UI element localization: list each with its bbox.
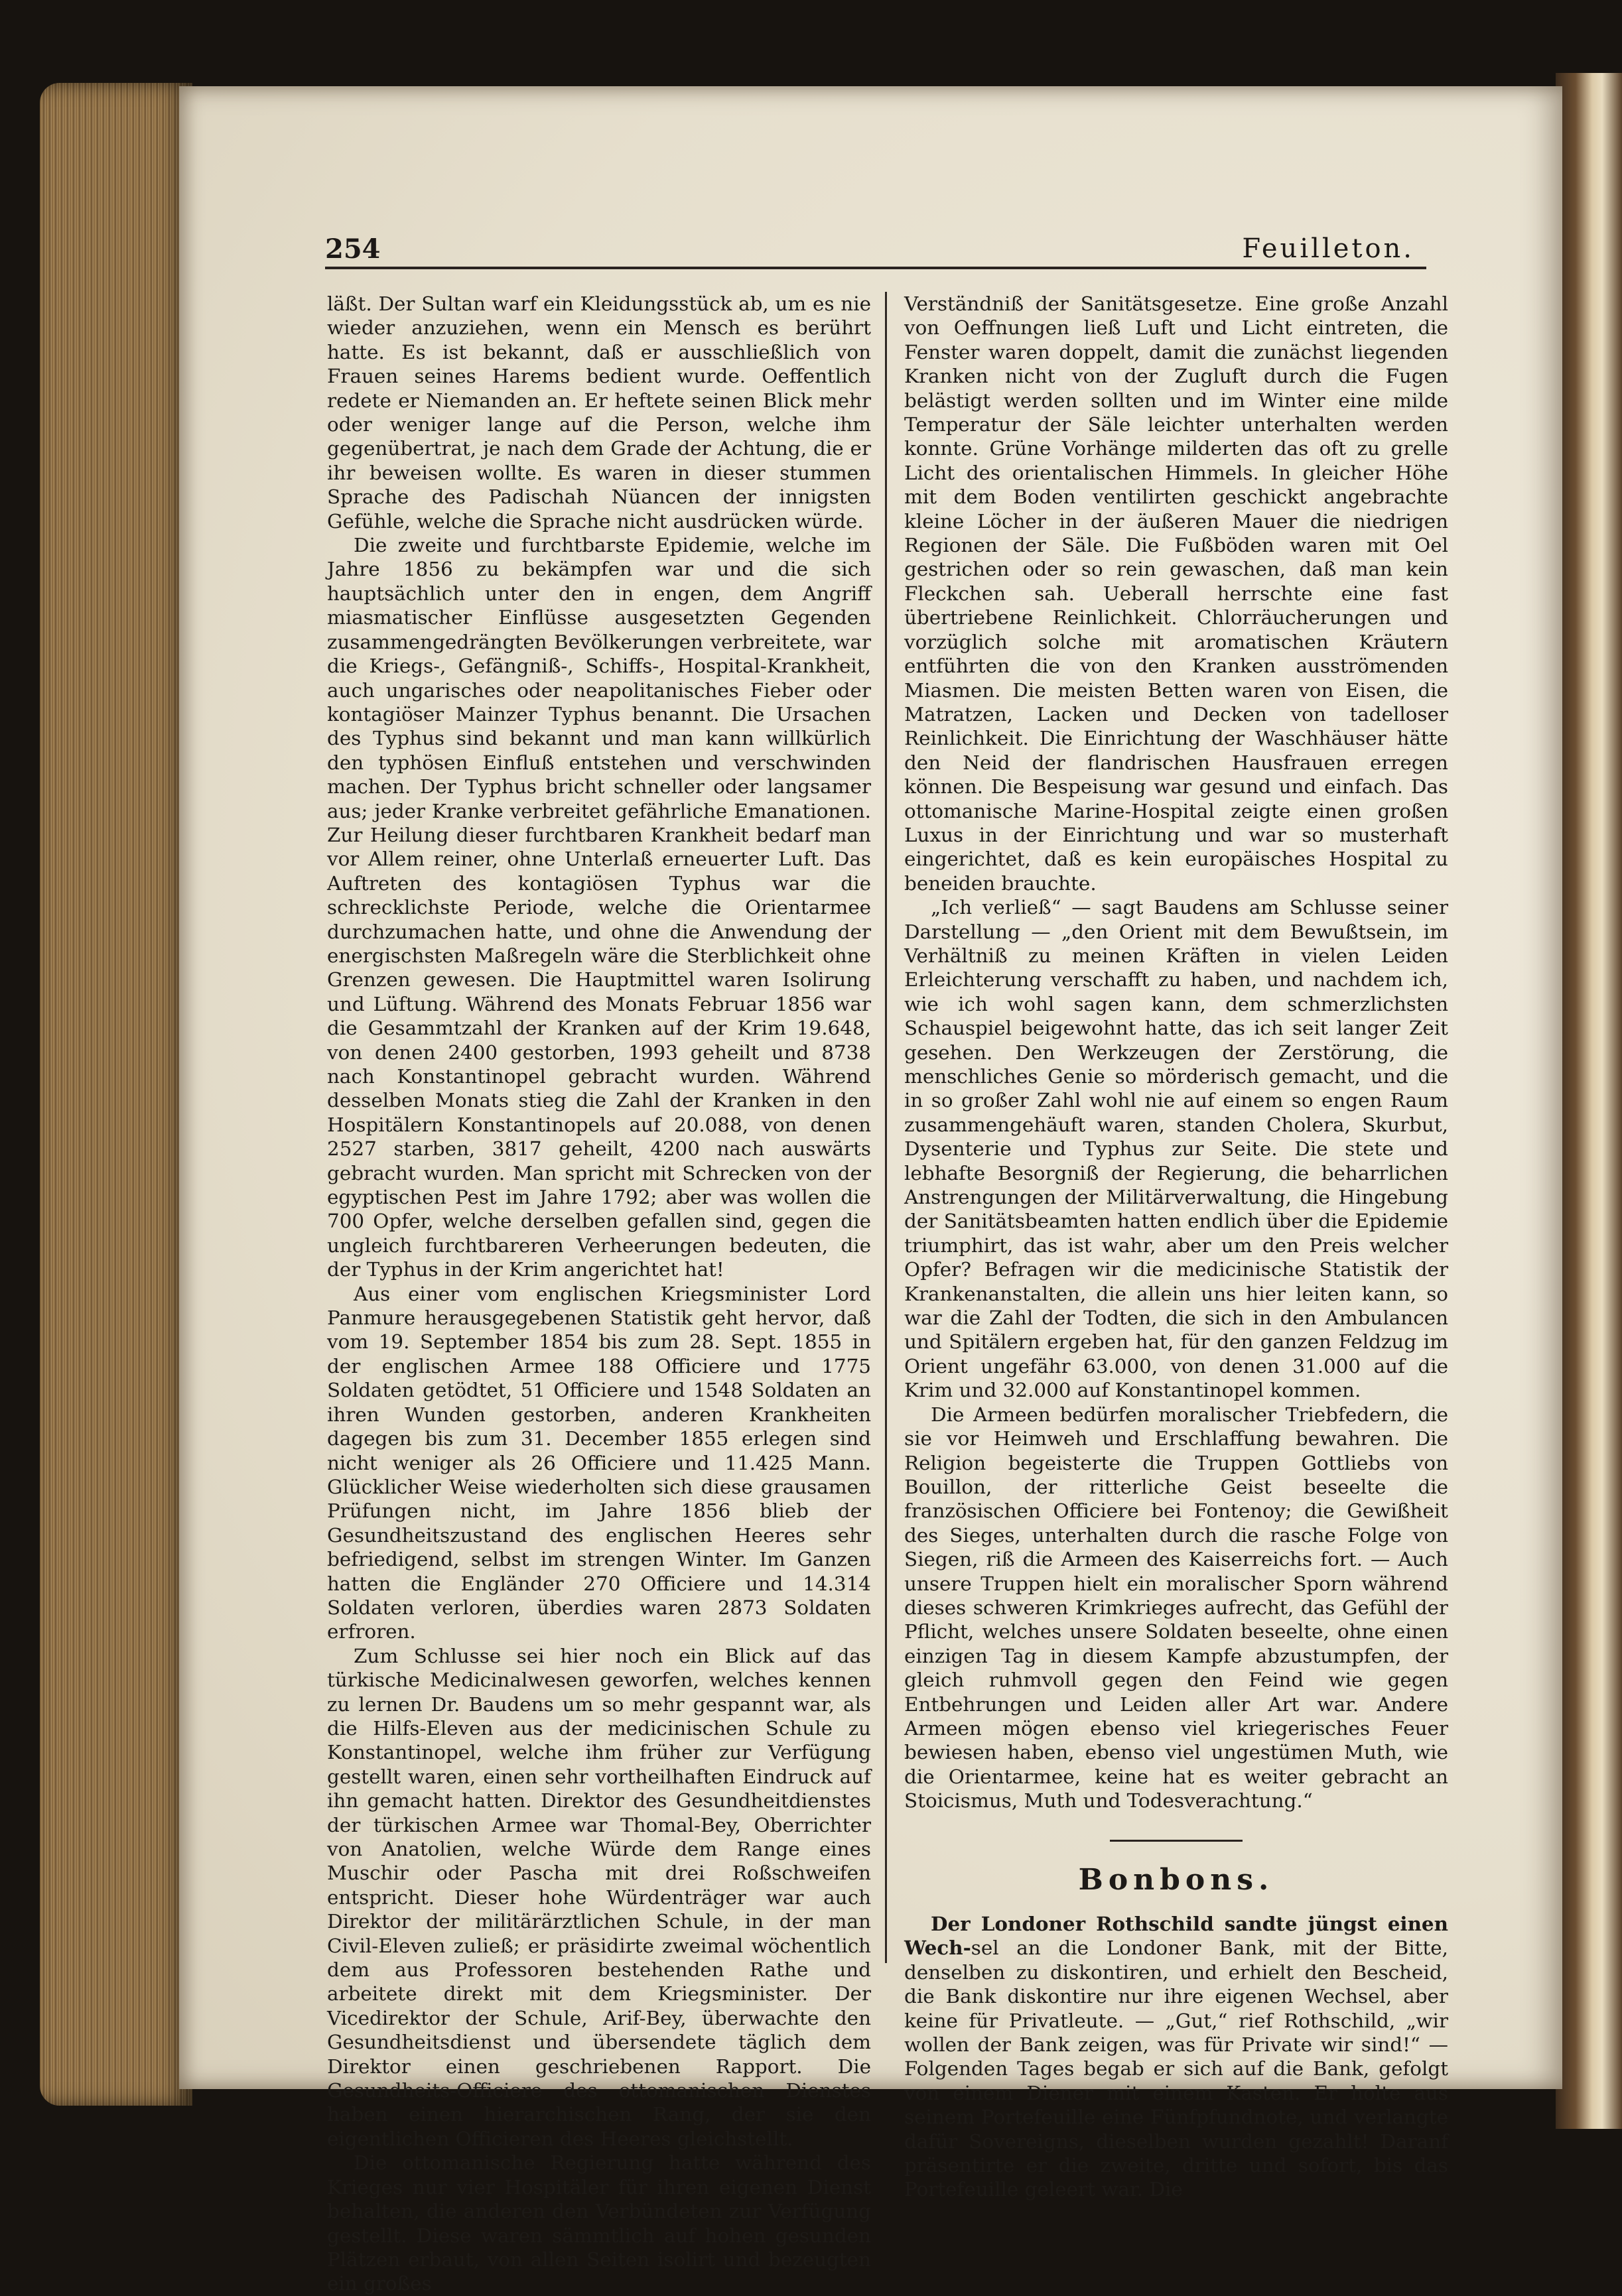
bonbons-lead: Der Londoner Rothschild sandte jüngst einen Wech- (904, 1912, 1448, 1960)
bonbons-text: sel an die Londoner Bank, mit der Bitte, denselben zu diskontiren, und erhielt den Bescheid, die Bank diskontire nur ihre eigenen Wechsel, aber keine für Privatleute. — „Gut,“ rief Rothschild, „wir wollen der Bank zeigen, was für Private wir sind!“ — Folgenden Tages begab er sich auf die Bank, gefolgt von einem Diener mit einem Kasten. Er holte aus seinem Portefeuille eine Fünfpfundnote, und verlangte dafür Sovereigns, dieselben wurden gezahlt! Daranf präsentirte er die zweite, dritte und sofort, bis das Portefeuille geleert war. Die (904, 1937, 1448, 2201)
section-title: Feuilleton. (1242, 233, 1414, 264)
paragraph: Die ottomanische Regierung hatte während des Krieges nur vier Hospitäler für ihren eigenen Dienst behalten, die anderen den Verbündeten zur Verfügung gestellt. Diese waren sämmtlich auf hohen gesunden Plätzen erbaut, von allen Seiten isolirt und bezeugten ein großes (327, 2151, 871, 2295)
right-column (904, 292, 1448, 2202)
running-head (325, 233, 1426, 269)
paragraph: Aus einer vom englischen Kriegsminister Lord Panmure herausgegebenen Statistik geht hervor, daß vom 19. September 1854 bis zum 28. Sept. 1855 in der englischen Armee 188 Officiere und 1775 Soldaten getödtet, 51 Officiere und 1548 Soldaten an ihren Wunden gestorben, anderen Krankheiten dagegen bis zum 31. December 1855 erlegen sind nicht weniger als 26 Officiere und 11.425 Mann. Glücklicher Weise wiederholten sich diese grausamen Prüfungen nicht, im Jahre 1856 blieb der Gesundheitszustand des englischen Heeres sehr befriedigend, selbst im strengen Winter. Im Ganzen hatten die Engländer 270 Officiere und 14.314 Soldaten verloren, überdies waren 2873 Soldaten erfroren. (327, 1282, 871, 1643)
book-page-edges (40, 83, 192, 2106)
bonbons-heading: Bonbons. (1078, 1862, 1274, 1897)
left-column (327, 292, 871, 2296)
column-divider (885, 292, 887, 1963)
paragraph: „Ich verließ“ — sagt Baudens am Schlusse seiner Darstellung — „den Orient mit dem Bewußtsein, im Verhältniß zu meinen Kräften in vielen Leiden Erleichterung verschafft zu haben, und nachdem ich, wie ich wohl sagen kann, dem schmerzlichsten Schauspiel beigewohnt hatte, das ich seit langer Zeit gesehen. Den Werkzeugen der Zerstörung, die menschliches Genie so mörderisch gemacht, und die in so großer Zahl wohl nie auf einem so engen Raum zusammengehäuft waren, standen Cholera, Skurbut, Dysenterie und Typhus zur Seite. Die stete und lebhafte Besorgniß der Regierung, die beharrlichen Anstrengungen der Militärverwaltung, die Hingebung der Sanitätsbeamten hatten endlich über die Epidemie triumphirt, das ist wahr, aber um den Preis welcher Opfer? Befragen wir die medicinische Statistik der Krankenanstalten, die allein uns hier leiten kann, so war die Zahl der Todten, die sich in den Ambulancen und Spitälern ergeben hat, für den ganzen Feldzug im Orient ungefähr 63.000, von denen 31.000 auf die Krim und 32.000 auf Konstantinopel kommen. (904, 896, 1448, 1402)
paragraph: Verständniß der Sanitätsgesetze. Eine große Anzahl von Oeffnungen ließ Luft und Licht eintreten, die Fenster waren doppelt, damit die zunächst liegenden Kranken nicht von der Zugluft durch die Fugen belästigt werden sollten und im Winter eine milde Temperatur der Säle leichter unterhalten werden konnte. Grüne Vorhänge milderten das oft zu grelle Licht des orientalischen Himmels. In gleicher Höhe mit dem Boden ventilirten geschickt angebrachte kleine Löcher in der äußeren Mauer die niedrigen Regionen der Säle. Die Fußböden waren mit Oel gestrichen oder so rein gewaschen, daß man kein Fleckchen sah. Ueberall herrschte eine fast übertriebene Reinlichkeit. Chlorräucherungen und vorzüglich solche mit aromatischen Kräutern entführten die von den Kranken ausströmenden Miasmen. Die meisten Betten waren von Eisen, die Matratzen, Lacken und Decken von tadelloser Reinlichkeit. Die Einrichtung der Waschhäuser hätte den Neid der flandrischen Hausfrauen erregen können. Die Bespeisung war gesund und einfach. Das ottomanische Marine-Hospital zeigte einen großen Luxus in der Einrichtung und war so musterhaft eingerichtet, daß es kein europäisches Hospital zu beneiden brauchte. (904, 292, 1448, 895)
paragraph: Zum Schlusse sei hier noch ein Blick auf das türkische Medicinalwesen geworfen, welches kennen zu lernen Dr. Baudens um so mehr gespannt war, als die Hilfs-Eleven aus der medicinischen Schule zu Konstantinopel, welche ihm früher zur Verfügung gestellt waren, einen sehr vortheilhaften Eindruck auf ihn gemacht hatten. Direktor des Gesundheitdienstes der türkischen Armee war Thomal-Bey, Oberrichter von Anatolien, welche Würde dem Range eines Muschir oder Pascha mit drei Roßschweifen entspricht. Dieser hohe Würdenträger war auch Direktor der militärärztlichen Schule, in der man Civil-Eleven zuließ; er präsidirte zweimal wöchentlich dem aus Professoren bestehenden Rathe und arbeitete direkt mit dem Kriegsminister. Der Vicedirektor der Schule, Arif-Bey, überwachte den Gesundheitsdienst und übersendete täglich dem Direktor einen geschriebenen Rapport. Die Gesundheits-Officiere des ottomanischen Dienstes haben einen hierarchischen Rang, der sie den eigentlichen Officieren des Heeres gleichstellt. (327, 1644, 871, 2150)
paragraph: Die Armeen bedürfen moralischer Triebfedern, die sie vor Heimweh und Erschlaffung bewahren. Die Religion begeisterte die Truppen Gottliebs von Bouillon, der ritterliche Geist beseelte die französischen Officiere bei Fontenoy; die Gewißheit des Sieges, unterhalten durch die rasche Folge von Siegen, riß die Armeen des Kaiserreichs fort. — Auch unsere Truppen hielt ein moralischer Sporn während dieses schweren Krimkrieges aufrecht, das Gefühl der Pflicht, welches unsere Soldaten beseelte, ohne einen einzigen Tag in diesem Kampfe abzustumpfen, der gleich ruhmvoll gegen den Feind wie gegen Entbehrungen und Leiden aller Art war. Andere Armeen mögen ebenso viel kriegerisches Feuer bewiesen haben, ebenso viel ungestümen Muth, wie die Orientarmee, keine hat es weiter gebracht an Stoicismus, Muth und Todesverachtung.“ (904, 1403, 1448, 1813)
section-separator (1110, 1840, 1243, 1842)
facing-page-edge (1556, 73, 1622, 2129)
paragraph: Die zweite und furchtbarste Epidemie, welche im Jahre 1856 zu bekämpfen war und die sich hauptsächlich unter den in engen, dem Angriff miasmatischer Einflüsse ausgesetzten Gegenden zusammengedrängten Bevölkerungen verbreitete, war die Kriegs-, Gefängniß-, Schiffs-, Hospital-Krankheit, auch ungarisches oder neapolitanisches Fieber oder kontagiöser Mainzer Typhus benannt. Die Ursachen des Typhus sind bekannt und man kann willkürlich den typhösen Einfluß entstehen und verschwinden machen. Der Typhus bricht schneller oder langsamer aus; jeder Kranke verbreitet gefährliche Emanationen. Zur Heilung dieser furchtbaren Krankheit bedarf man vor Allem reiner, ohne Unterlaß erneuerter Luft. Das Auftreten des kontagiösen Typhus war die schrecklichste Periode, welche die Orientarmee durchzumachen hatte, und ohne die Anwendung der energischsten Maßregeln wäre die Sterblichkeit ohne Grenzen gewesen. Die Hauptmittel waren Isolirung und Lüftung. Während des Monats Februar 1856 war die Gesammtzahl der Kranken auf der Krim 19.648, von denen 2400 gestorben, 1993 geheilt und 8738 nach Konstantinopel gebracht wurden. Während desselben Monats stieg die Zahl der Kranken in den Hospitälern Konstantinopels auf 20.088, von denen 2527 starben, 3817 geheilt, 4200 nach auswärts gebracht wurden. Man spricht mit Schrecken von der egyptischen Pest im Jahre 1792; aber was wollen die 700 Opfer, welche derselben gefallen sind, gegen die ungleich furchtbareren Verheerungen bedeuten, die der Typhus in der Krim angerichtet hat! (327, 534, 871, 1281)
paragraph: läßt. Der Sultan warf ein Kleidungsstück ab, um es nie wieder anzuziehen, wenn ein Mensch es berührt hatte. Es ist bekannt, daß er ausschließlich von Frauen seines Harems bedient wurde. Oeffentlich redete er Niemanden an. Er heftete seinen Blick mehr oder weniger lange auf die Person, welche ihm gegenübertrat, je nach dem Grade der Achtung, die er ihr beweisen wollte. Es waren in dieser stummen Sprache des Padischah Nüancen der innigsten Gefühle, welche die Sprache nicht ausdrücken würde. (327, 292, 871, 533)
bonbons-paragraph (904, 1912, 1448, 2202)
page-number: 254 (325, 233, 381, 265)
